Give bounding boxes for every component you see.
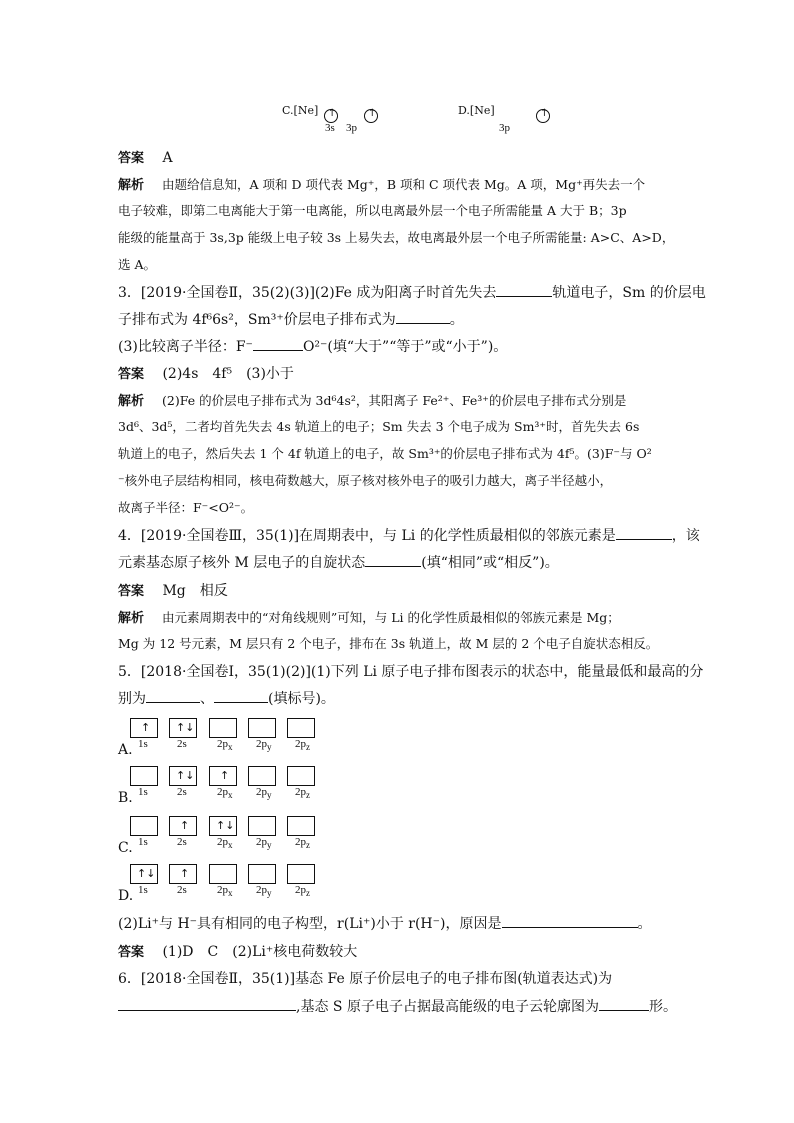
orbital-label — [217, 836, 233, 850]
option-c-prefix: C.[Ne] — [282, 104, 319, 117]
q6-line1: 6．[2018·全国卷Ⅱ，35(1)]基态 Fe 原子价层电子的电子排布图(轨道表达式)为 — [118, 971, 613, 987]
blank[interactable] — [599, 996, 649, 1011]
orbital-box — [248, 864, 276, 884]
electron-arrow: ↑↓ — [176, 721, 195, 734]
orbital-box — [287, 766, 315, 786]
q2-analysis-line: 选 A。 — [118, 257, 157, 272]
orbital-label — [177, 738, 187, 750]
orbital-label-text: 2s — [177, 836, 187, 848]
blank[interactable] — [616, 525, 672, 540]
orbital-box — [209, 718, 237, 738]
orbital-box — [209, 864, 237, 884]
q2-analysis-line — [118, 174, 645, 193]
orbital-label — [256, 786, 272, 800]
q5-line2 — [118, 688, 335, 708]
orbital-box — [130, 864, 158, 884]
orbital-label-text: 2p — [256, 836, 267, 848]
orbital-label — [177, 836, 187, 848]
q5-text: (2)Li⁺与 H⁻具有相同的电子构型，r(Li⁺)小于 r(H⁻)，原因是 — [118, 916, 502, 932]
orbital-label — [256, 738, 272, 752]
option-letter: D. — [118, 888, 134, 904]
q3-text: 。 — [449, 312, 464, 328]
option-d-prefix: D.[Ne] — [458, 104, 495, 117]
orbital-label-text: 2p — [295, 884, 306, 896]
q3-text: 轨道电子，Sm 的价层电 — [552, 285, 706, 301]
orbital-label — [138, 884, 148, 896]
blank[interactable] — [502, 913, 638, 928]
orbital-label-sub: x — [228, 840, 233, 851]
q6-line2 — [118, 996, 677, 1016]
orbital-label — [256, 884, 272, 898]
orbital-circle-3p: ↑ — [364, 109, 378, 123]
orbital-label-d-3p: 3p — [499, 122, 510, 134]
orbital-label-text: 1s — [138, 836, 148, 848]
orbital-box — [130, 718, 158, 738]
electron-arrow: ↑↓ — [176, 769, 195, 782]
orbital-label-sub: z — [306, 840, 310, 851]
orbital-label — [295, 786, 310, 800]
q6-text: 形。 — [648, 999, 677, 1015]
q3-answer — [118, 363, 294, 383]
orbital-label-sub: y — [267, 840, 272, 851]
q3-line1 — [118, 282, 706, 302]
orbital-label-sub: x — [228, 742, 233, 753]
orbital-label-text: 2s — [177, 884, 187, 896]
electron-arrow: ↑↓ — [216, 819, 235, 832]
q4-text: 4．[2019·全国卷Ⅲ，35(1)]在周期表中，与 Li 的化学性质最相似的邻族元素是 — [118, 528, 616, 544]
blank[interactable] — [496, 282, 552, 297]
q4-analysis-line — [118, 607, 620, 626]
option-letter: A. — [118, 742, 133, 758]
q3-text: O²⁻(填“大于”“等于”或“小于”)。 — [302, 339, 508, 355]
q2-answer — [118, 147, 173, 166]
orbital-label-sub: x — [228, 790, 233, 801]
answer-label: 答案 — [118, 367, 145, 382]
answer-text: Mg 相反 — [162, 583, 228, 599]
answer-label: 答案 — [118, 151, 145, 166]
option-letter: B. — [118, 790, 133, 806]
orbital-label — [217, 738, 233, 752]
orbital-box — [287, 816, 315, 836]
orbital-label — [295, 884, 310, 898]
orbital-label-sub: y — [267, 790, 272, 801]
q3-text: 3．[2019·全国卷Ⅱ，35(2)(3)](2)Fe 成为阳离子时首先失去 — [118, 285, 497, 301]
q4-text: ，该 — [671, 528, 700, 544]
answer-label: 答案 — [118, 945, 145, 960]
orbital-label-sub: y — [267, 742, 272, 753]
electron-arrow: ↑ — [180, 867, 190, 880]
orbital-label-text: 2p — [256, 738, 267, 750]
blank[interactable] — [365, 552, 421, 567]
blank[interactable] — [118, 996, 296, 1011]
orbital-box — [169, 718, 197, 738]
orbital-label-sub: z — [306, 888, 310, 899]
orbital-label — [217, 884, 233, 898]
orbital-label-3s: 3s — [325, 122, 335, 134]
q4-text: (填“相同”或“相反”)。 — [421, 555, 559, 571]
orbital-label — [138, 738, 148, 750]
q3-line3 — [118, 336, 507, 356]
orbital-label-text: 2p — [217, 836, 228, 848]
blank[interactable] — [396, 309, 450, 324]
electron-arrow: ↑ — [141, 721, 151, 734]
q3-analysis-line — [118, 390, 626, 409]
q3-analysis-line: 3d⁶、3d⁵，二者均首先失去 4s 轨道上的电子；Sm 失去 3 个电子成为 Sm³⁺时，首先失去 6s — [118, 419, 640, 434]
q5-text: 。 — [637, 916, 652, 932]
orbital-label — [295, 738, 310, 752]
q3-text: (3)比较离子半径：F⁻ — [118, 339, 253, 355]
orbital-box — [130, 766, 158, 786]
orbital-label-text: 2s — [177, 786, 187, 798]
orbital-label-sub: x — [228, 888, 233, 899]
blank[interactable] — [253, 336, 303, 351]
orbital-label-text: 2s — [177, 738, 187, 750]
q3-line2 — [118, 309, 464, 329]
analysis-label: 解析 — [118, 394, 145, 409]
orbital-circle-d-3p: ↑ — [536, 109, 550, 123]
orbital-box — [248, 718, 276, 738]
orbital-label-text: 2p — [217, 786, 228, 798]
orbital-label — [217, 786, 233, 800]
q3-analysis-line: 轨道上的电子，然后失去 1 个 4f 轨道上的电子，故 Sm³⁺的价层电子排布式为 4f⁵。(3)F⁻与 O² — [118, 446, 652, 461]
orbital-label-text: 2p — [295, 738, 306, 750]
analysis-text: 由题给信息知，A 项和 D 项代表 Mg⁺，B 项和 C 项代表 Mg。A 项，Mg⁺再失去一个 — [162, 177, 646, 192]
q5-text: 、 — [200, 691, 214, 707]
orbital-label-text: 2p — [256, 786, 267, 798]
orbital-label-text: 1s — [138, 738, 148, 750]
orbital-box — [248, 766, 276, 786]
orbital-box — [248, 816, 276, 836]
orbital-box — [169, 864, 197, 884]
q2-analysis-line: 电子较难，即第二电离能大于第一电离能，所以电离最外层一个电子所需能量 A 大于 B；3p — [118, 203, 627, 218]
q4-line1 — [118, 525, 700, 545]
orbital-label-text: 2p — [217, 884, 228, 896]
option-c-top — [282, 104, 318, 117]
orbital-box — [287, 718, 315, 738]
q3-analysis-line: 故离子半径：F⁻<O²⁻。 — [118, 500, 254, 515]
option-d-top — [458, 104, 495, 117]
orbital-label-sub: z — [306, 790, 310, 801]
orbital-label-sub: y — [267, 888, 272, 899]
orbital-box — [169, 816, 197, 836]
answer-text: A — [162, 150, 173, 166]
option-letter: C. — [118, 840, 133, 856]
orbital-label-text: 1s — [138, 786, 148, 798]
analysis-text: 由元素周期表中的“对角线规则”可知，与 Li 的化学性质最相似的邻族元素是 Mg； — [162, 610, 620, 625]
orbital-label — [177, 786, 187, 798]
orbital-label-text: 2p — [217, 738, 228, 750]
q4-text: 元素基态原子核外 M 层电子的自旋状态 — [118, 555, 366, 571]
q3-analysis-line: ⁻核外电子层结构相同，核电荷数越大，原子核对核外电子的吸引力越大，离子半径越小， — [118, 473, 613, 488]
q5-line3 — [118, 913, 652, 933]
q5-answer — [118, 941, 357, 961]
orbital-box — [169, 766, 197, 786]
orbital-label-text: 2p — [256, 884, 267, 896]
q4-analysis-line: Mg 为 12 号元素，M 层只有 2 个电子，排布在 3s 轨道上，故 M 层的 2 个电子自旋状态相反。 — [118, 636, 659, 651]
electron-arrow: ↑ — [220, 769, 230, 782]
analysis-label: 解析 — [118, 611, 145, 626]
orbital-label — [295, 836, 310, 850]
orbital-label — [177, 884, 187, 896]
analysis-text: (2)Fe 的价层电子排布式为 3d⁶4s²，其阳离子 Fe²⁺、Fe³⁺的价层电子排布式分别是 — [162, 393, 627, 408]
blank[interactable] — [214, 688, 268, 703]
orbital-box — [287, 864, 315, 884]
q5-line1: 5．[2018·全国卷Ⅰ，35(1)(2)](1)下列 Li 原子电子排布图表示的状态中，能量最低和最高的分 — [118, 664, 704, 680]
orbital-label-text: 1s — [138, 884, 148, 896]
q3-text: 子排布式为 4f⁶6s²，Sm³⁺价层电子排布式为 — [118, 312, 396, 328]
orbital-label-3p: 3p — [346, 122, 357, 134]
orbital-label — [138, 836, 148, 848]
orbital-box — [130, 816, 158, 836]
answer-text: (2)4s 4f⁵ (3)小于 — [162, 366, 294, 382]
blank[interactable] — [146, 688, 200, 703]
orbital-box — [209, 766, 237, 786]
orbital-label-text: 2p — [295, 786, 306, 798]
orbital-box — [209, 816, 237, 836]
q6-text: ,基态 S 原子电子占据最高能级的电子云轮廓图为 — [296, 999, 599, 1015]
q4-line2 — [118, 552, 559, 572]
q5-text: (填标号)。 — [268, 691, 335, 707]
analysis-label: 解析 — [118, 178, 145, 193]
q2-analysis-line: 能级的能量高于 3s,3p 能级上电子较 3s 上易失去，故电离最外层一个电子所需能量: A>C、A>D， — [118, 230, 675, 245]
electron-arrow: ↑↓ — [137, 867, 156, 880]
orbital-label — [138, 786, 148, 798]
orbital-label-text: 2p — [295, 836, 306, 848]
electron-arrow: ↑ — [180, 819, 190, 832]
answer-label: 答案 — [118, 584, 145, 599]
orbital-label-sub: z — [306, 742, 310, 753]
q4-answer — [118, 580, 228, 600]
orbital-label — [256, 836, 272, 850]
answer-text: (1)D C (2)Li⁺核电荷数较大 — [162, 944, 358, 960]
orbital-circle-3s: ↑ — [324, 109, 338, 123]
q5-text: 别为 — [118, 691, 146, 707]
